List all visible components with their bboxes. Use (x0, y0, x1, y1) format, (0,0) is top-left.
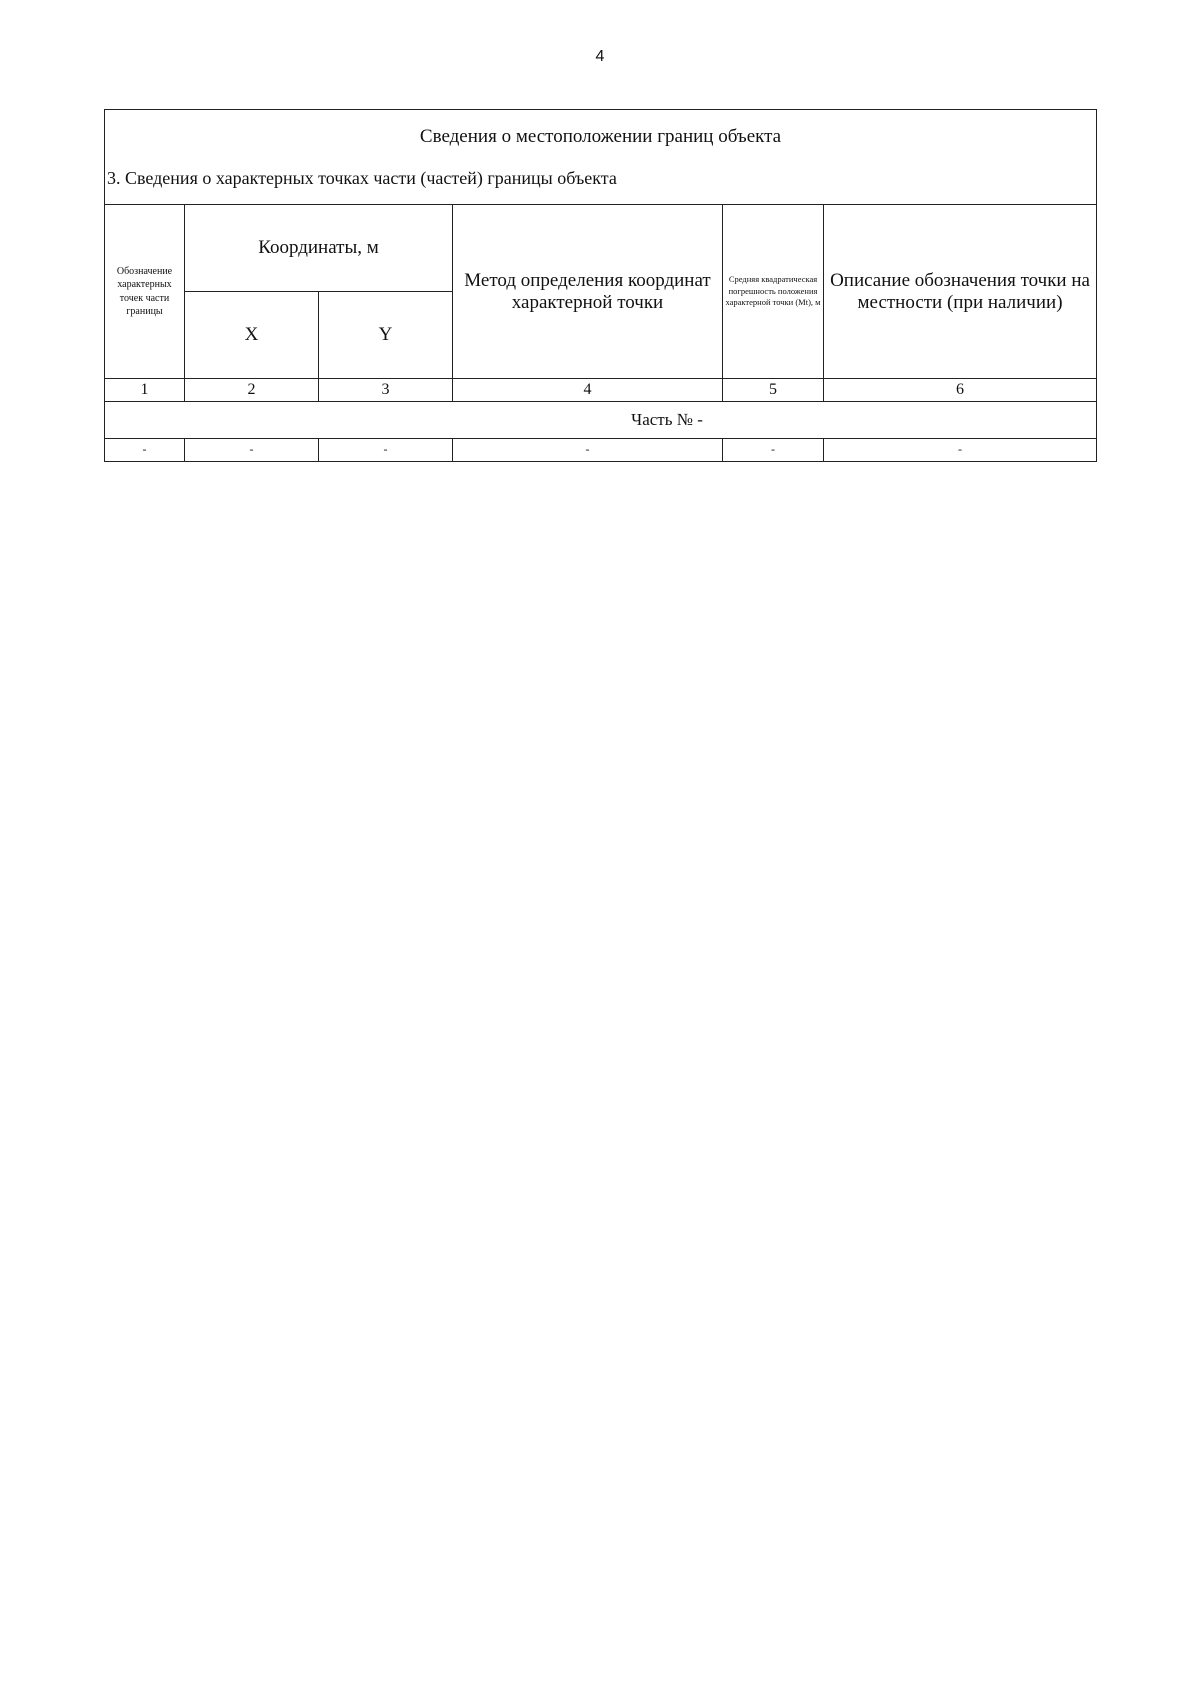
part-label: Часть № - (631, 410, 703, 430)
header-description: Описание обозначения точки на местности (при наличии) (824, 205, 1097, 379)
table-cell: - (453, 439, 723, 462)
table-row (105, 439, 1097, 462)
table-cell: - (185, 439, 319, 462)
header-method: Метод определения координат характерной точки (453, 205, 723, 379)
table-title: Сведения о местоположении границ объекта (419, 126, 782, 147)
header-x: X (185, 292, 319, 379)
header-point-designation: Обозначение характерных точек части границы (105, 205, 185, 379)
table-cell: - (723, 439, 824, 462)
part-cell (105, 402, 1097, 439)
table-title-cell (105, 110, 1097, 205)
header-error: Средняя квадратическая погрешность положения характерной точки (Мt), м (723, 205, 824, 379)
table-cell: - (105, 439, 185, 462)
part-row (105, 402, 1097, 439)
boundary-points-table (104, 109, 1097, 462)
table-cell: - (824, 439, 1097, 462)
header-coordinates: Координаты, м (185, 205, 453, 292)
column-number: 2 (185, 379, 319, 402)
column-number: 3 (319, 379, 453, 402)
column-number: 6 (824, 379, 1097, 402)
page-number: 4 (595, 48, 605, 65)
header-row-1 (105, 205, 1097, 292)
table-cell: - (319, 439, 453, 462)
table-title-row (105, 110, 1097, 205)
table-subtitle: 3. Сведения о характерных точках части (частей) границы объекта (107, 167, 617, 188)
header-y: Y (319, 292, 453, 379)
column-number-row (105, 379, 1097, 402)
column-number: 4 (453, 379, 723, 402)
column-number: 1 (105, 379, 185, 402)
column-number: 5 (723, 379, 824, 402)
